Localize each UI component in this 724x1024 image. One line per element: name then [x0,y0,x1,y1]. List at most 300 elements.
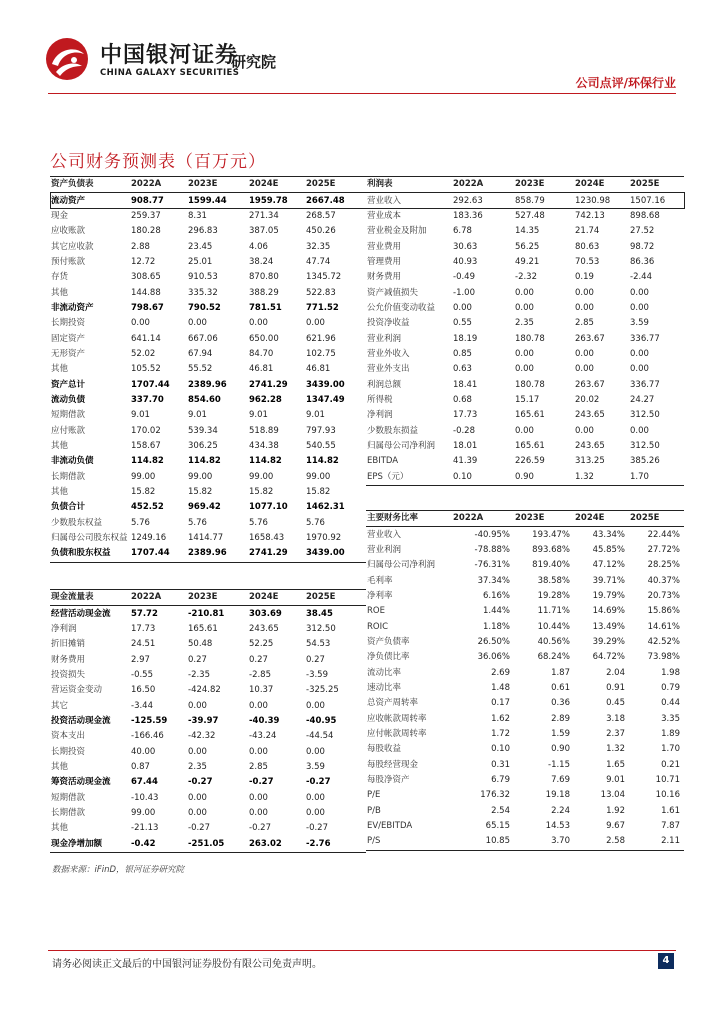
table-row [50,347,366,362]
cell-value: 49.21 [515,256,540,267]
cell-value: 19.79% [592,590,625,601]
cell-value: 0.00 [249,746,268,757]
cell-value: 3.18 [606,713,625,724]
cell-value: -0.27 [249,823,271,834]
cell-value: 2.85 [575,318,594,329]
row-label: 管理费用 [367,256,402,267]
cell-value: 2389.96 [188,379,227,390]
cell-value: 2667.48 [306,195,345,206]
table-row [366,758,684,773]
cell-value: -0.27 [306,777,331,788]
cell-value: 1707.44 [130,546,187,562]
cell-value: 0.91 [606,682,625,693]
cell-value: -251.05 [187,837,248,853]
row-label: 毛利率 [367,575,393,586]
cell-value: 52.02 [131,348,156,359]
cell-value: 9.67 [606,821,625,832]
cell-value: 0.00 [249,792,268,803]
table-row [50,668,366,683]
row-label: 长期投资 [51,318,86,329]
row-label: 营业外支出 [367,364,410,375]
cell-value: 2.35 [515,318,534,329]
cell-value: 1249.16 [131,533,167,544]
table-row [366,834,684,850]
year-header: 2023E [187,177,248,193]
cell-value: 0.55 [453,318,472,329]
row-label: 利润总额 [367,379,402,390]
cell-value: 641.14 [131,333,161,344]
cell-value: 2.89 [551,713,570,724]
cell-value: 1414.77 [188,533,224,544]
cell-value: 46.81 [306,364,331,375]
row-label: 长期借款 [51,807,86,818]
cell-value: 183.36 [453,210,483,221]
cell-value: -40.95 [306,715,337,726]
cell-value: 65.15 [485,821,510,832]
cell-value: -2.44 [630,272,652,283]
cell-value: 15.17 [515,394,540,405]
cell-value: 771.52 [306,302,339,313]
cell-value: 114.82 [306,456,339,467]
cell-value: 0.00 [575,425,594,436]
year-header: 2025E [305,177,366,193]
cell-value: 2.37 [606,728,625,739]
cell-value: 114.82 [249,456,282,467]
table-row [366,558,684,573]
cell-value: 450.26 [306,226,336,237]
row-label: 营业收入 [367,529,402,540]
cell-value: 0.00 [575,287,594,298]
cell-value: 15.82 [249,487,274,498]
cell-value: 50.48 [188,639,213,650]
cell-value: 13.04 [600,790,625,801]
cell-value: 18.41 [453,379,478,390]
cell-value: 0.21 [661,759,680,770]
row-label: 营业收入 [367,195,402,206]
cell-value: 518.89 [249,425,279,436]
table-row [50,239,366,254]
cell-value: 40.37% [647,575,680,586]
table-row [50,454,366,469]
cell-value: 2.69 [491,667,510,678]
row-label: 资产负债率 [367,636,410,647]
cell-value: 263.67 [575,333,605,344]
row-label: 经营活动现金流 [51,608,111,619]
company-logo [44,34,284,82]
table-row [50,393,366,408]
cell-value: 9.01 [249,410,268,421]
table-row [366,788,684,803]
page-number: 4 [658,953,674,969]
cell-value: 46.81 [249,364,274,375]
cell-value: 99.00 [306,471,331,482]
cell-value: 0.90 [551,744,570,755]
cell-value: 24.27 [630,394,655,405]
cell-value: -325.25 [306,685,339,696]
cell-value: 99.00 [249,471,274,482]
row-label: 应收账款 [51,226,86,237]
table-row [50,637,366,652]
cell-value: -0.27 [249,777,274,788]
cell-value: -0.27 [306,823,328,834]
cell-value: 0.27 [306,654,325,665]
cell-value: -21.13 [131,823,159,834]
cell-value: 1347.49 [306,394,345,405]
row-label: 投资净收益 [367,318,410,329]
cell-value: 11.71% [537,606,570,617]
cell-value: 15.86% [647,606,680,617]
cell-value: 3.35 [661,713,680,724]
cell-value: 0.17 [491,698,510,709]
row-label: 筹资活动现金流 [51,777,111,788]
row-label: 速动比率 [367,682,402,693]
year-header: 2023E [514,177,574,193]
cell-value: 10.37 [249,685,274,696]
cell-value: 99.00 [131,471,156,482]
row-label: 流动负债 [51,394,86,405]
table-row [366,454,684,469]
table-row [366,377,684,392]
cell-value: 0.00 [188,792,207,803]
cell-value: 67.94 [188,348,213,359]
row-label: 折旧摊销 [51,639,86,650]
cell-value: 0.00 [306,746,325,757]
row-label: 归属母公司净利润 [367,560,436,571]
cell-value: 1.62 [491,713,510,724]
row-label: 总资产周转率 [367,698,419,709]
cell-value: 742.13 [575,210,605,221]
row-label: 所得税 [367,394,393,405]
cell-value: 452.52 [131,502,164,513]
cell-value: -0.42 [130,837,187,853]
table-row [366,439,684,454]
table-row [50,775,366,790]
row-label: 其他 [51,364,69,375]
row-label: 营业税金及附加 [367,226,427,237]
table-row [366,711,684,726]
table-row [50,790,366,805]
cell-value: 3.59 [306,761,325,772]
cell-value: 226.59 [515,456,545,467]
table-row [366,470,684,486]
cell-value: 539.34 [188,425,218,436]
cell-value: 2.97 [131,654,150,665]
cell-value: 0.00 [630,287,649,298]
cell-value: 14.69% [592,606,625,617]
table-row [366,301,684,316]
cell-value: 84.70 [249,348,274,359]
cell-value: 0.00 [188,746,207,757]
cell-value: 667.06 [188,333,218,344]
cell-value: 47.12% [592,560,625,571]
row-label: P/B [367,805,381,816]
row-label: P/E [367,790,381,801]
cell-value: -40.95% [474,529,510,540]
cell-value: 45.85% [592,544,625,555]
row-label: 归属母公司股东权益 [51,533,128,544]
cell-value: 1707.44 [131,379,170,390]
cell-value: -2.35 [188,669,210,680]
year-header: 2023E [187,590,248,606]
cell-value: 388.29 [249,287,279,298]
cell-value: 25.01 [188,256,213,267]
table-row [50,516,366,531]
table-row [50,209,366,224]
cell-value: -42.32 [188,731,216,742]
row-label: 其他 [51,287,69,298]
cell-value: 57.72 [131,608,158,619]
table-row [366,589,684,604]
cell-value: 854.60 [188,394,221,405]
table-row [50,270,366,285]
cell-value: 105.52 [131,364,161,375]
table-row [50,531,366,546]
cell-value: 2.54 [491,805,510,816]
cell-value: 0.00 [575,364,594,375]
row-label: 存货 [51,272,69,283]
logo-english-name: CHINA GALAXY SECURITIES [100,68,240,78]
cell-value: 0.27 [188,654,207,665]
table-row [366,362,684,377]
row-label: 预付账款 [51,256,86,267]
cell-value: 0.27 [249,654,268,665]
cell-value: 52.25 [249,639,274,650]
cell-value: 1507.16 [630,195,666,206]
cell-value: 14.61% [647,621,680,632]
row-label: 其他 [51,487,69,498]
cell-value: 180.78 [515,333,545,344]
cell-value: 3439.00 [306,379,345,390]
cell-value: 9.01 [188,410,207,421]
table-row [50,546,366,562]
cell-value: 2.24 [551,805,570,816]
cell-value: 40.93 [453,256,478,267]
cell-value: 1.44% [482,606,510,617]
cell-value: 0.00 [515,302,534,313]
cell-value: -424.82 [188,685,221,696]
row-label: 非流动负债 [51,456,94,467]
table-row [50,362,366,377]
table-title: 利润表 [366,177,452,193]
row-label: 净负债比率 [367,652,410,663]
cell-value: 0.31 [491,759,510,770]
cell-value: 47.74 [306,256,331,267]
table-row [50,424,366,439]
cell-value: 9.01 [606,775,625,786]
cell-value: 36.06% [477,652,510,663]
year-header: 2025E [629,511,684,527]
cell-value: -0.27 [188,823,210,834]
row-label: 少数股东损益 [367,425,419,436]
cell-value: 165.61 [188,623,218,634]
table-row [366,393,684,408]
cell-value: 1077.10 [249,502,288,513]
cell-value: 0.00 [249,700,268,711]
cell-value: 6.79 [491,775,510,786]
cell-value: 39.71% [592,575,625,586]
cell-value: 2.85 [249,761,268,772]
cell-value: 1.18% [482,621,510,632]
row-label: 其它 [51,700,69,711]
cell-value: 165.61 [515,410,545,421]
cell-value: 180.78 [515,379,545,390]
table-row [366,619,684,634]
cell-value: 38.24 [249,256,274,267]
table-row [50,224,366,239]
cell-value: 306.25 [188,441,218,452]
cell-value: 336.77 [630,379,660,390]
cell-value: 1.70 [661,744,680,755]
year-header: 2022A [130,590,187,606]
cell-value: -210.81 [188,608,225,619]
cell-value: -1.00 [453,287,475,298]
cell-value: 263.02 [248,837,305,853]
cell-value: 98.72 [630,241,655,252]
row-label: 非流动资产 [51,302,94,313]
row-label: 投资活动现金流 [51,715,111,726]
cell-value: 170.02 [131,425,161,436]
cell-value: 1959.78 [249,195,288,206]
disclaimer-text: 请务必阅读正文最后的中国银河证券股份有限公司免责声明。 [52,959,322,970]
cell-value: 296.83 [188,226,218,237]
cell-value: 14.53 [545,821,570,832]
row-label: 流动比率 [367,667,402,678]
cell-value: 540.55 [306,441,336,452]
cell-value: 19.18 [545,790,570,801]
row-label: 无形资产 [51,348,86,359]
cell-value: -3.44 [131,700,153,711]
cell-value: -10.43 [131,792,159,803]
cell-value: 292.63 [453,195,483,206]
cell-value: 7.69 [551,775,570,786]
cell-value: 385.26 [630,456,660,467]
cell-value: 962.28 [249,394,282,405]
table-row [50,285,366,300]
cell-value: 10.16 [655,790,680,801]
cell-value: 0.00 [515,364,534,375]
table-row [366,285,684,300]
cell-value: 0.90 [514,470,574,486]
table-title: 现金流量表 [50,590,130,606]
table-title: 主要财务比率 [366,511,452,527]
cell-value: 28.25% [647,560,680,571]
table-row [366,331,684,346]
cell-value: 0.00 [575,348,594,359]
cell-value: 6.16% [482,590,510,601]
cell-value: 0.00 [188,318,207,329]
cell-value: 30.63 [453,241,478,252]
cell-value: 522.83 [306,287,336,298]
table-row [50,408,366,423]
cell-value: 0.61 [551,682,570,693]
cell-value: 0.00 [131,318,150,329]
cell-value: 10.71 [655,775,680,786]
table-row [50,806,366,821]
cell-value: 1.70 [629,470,684,486]
cell-value: 0.00 [630,364,649,375]
row-label: 其它应收款 [51,241,94,252]
cell-value: 0.10 [491,744,510,755]
year-header: 2022A [130,177,187,193]
cell-value: 5.76 [131,517,150,528]
table-row [366,650,684,665]
cell-value: 38.45 [306,608,333,619]
cell-value: 781.51 [249,302,282,313]
row-label: 财务费用 [367,272,402,283]
cell-value: 1.59 [551,728,570,739]
cell-value: 23.45 [188,241,213,252]
cell-value: 15.82 [131,487,156,498]
cell-value: 37.34% [477,575,510,586]
cell-value: 259.37 [131,210,161,221]
cell-value: 42.52% [647,636,680,647]
cell-value: 64.72% [592,652,625,663]
year-header: 2022A [452,177,514,193]
cell-value: 2741.29 [248,546,305,562]
cell-value: 312.50 [306,623,336,634]
row-label: 净利率 [367,590,393,601]
cell-value: 308.65 [131,272,161,283]
cell-value: 15.82 [306,487,331,498]
table-row [366,316,684,331]
cell-value: 898.68 [630,210,660,221]
row-label: 营业利润 [367,544,402,555]
row-label: EBITDA [367,456,399,467]
table-row [50,606,366,622]
cell-value: 312.50 [630,410,660,421]
cell-value: 2.88 [131,241,150,252]
cell-value: 337.70 [131,394,164,405]
table-row [366,573,684,588]
cell-value: 1.92 [606,805,625,816]
cell-value: 1.87 [551,667,570,678]
cell-value: 3.59 [630,318,649,329]
row-label: 财务费用 [51,654,86,665]
table-row [50,331,366,346]
cell-value: -44.54 [306,731,334,742]
financial-ratios-table [366,510,684,851]
table-row [50,485,366,500]
cell-value: 13.49% [592,621,625,632]
table-row [50,652,366,667]
cell-value: 9.01 [131,410,150,421]
cell-value: 15.82 [188,487,213,498]
cell-value: 0.63 [453,364,472,375]
cash-flow-table [50,589,366,853]
year-header: 2025E [305,590,366,606]
row-label: 现金 [51,210,69,221]
cell-value: 14.35 [515,226,540,237]
row-label: EV/EBITDA [367,821,413,832]
row-label: ROE [367,606,385,617]
cell-value: -3.59 [306,669,328,680]
cell-value: 0.00 [630,302,649,313]
cell-value: 5.76 [306,517,325,528]
year-header: 2024E [248,177,305,193]
cell-value: 165.61 [515,441,545,452]
row-label: 每股经营现金 [367,759,419,770]
cell-value: 2.58 [574,834,629,850]
cell-value: 114.82 [188,456,221,467]
cell-value: 0.36 [551,698,570,709]
cell-value: -2.32 [515,272,537,283]
cell-value: -39.97 [188,715,219,726]
table-row [50,821,366,836]
row-label: 少数股东权益 [51,517,103,528]
header-divider [48,93,676,94]
cell-value: 0.00 [515,287,534,298]
cell-value: 313.25 [575,456,605,467]
